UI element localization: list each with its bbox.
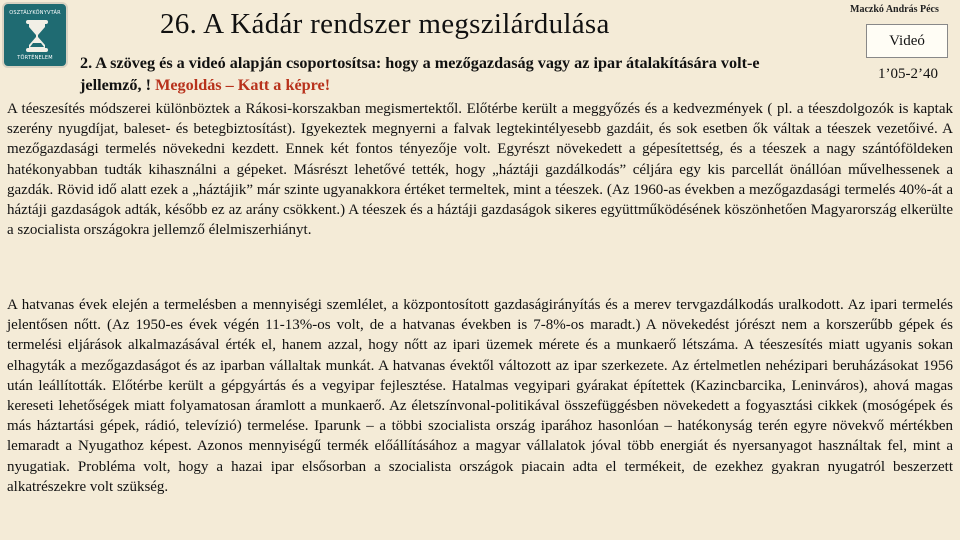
task-instruction [80, 52, 770, 96]
agriculture-paragraph: A téeszesítés módszerei különböztek a Rákosi-korszakban megismertektől. Előtérbe került a meggyőzés és a kedvezmények ( pl. a téeszdolgozók is kaptak szerény nyugdíjat, baleset- és betegbiztosítást). Igyekeztek megnyerni a falvak legtekintélyesebb gazdáit, és sok esetben ők váltak a téeszek vezetőivé. A mezőgazdasági termelés növekedni kezdett. Ennek két fontos tényezője volt. Egyrészt növekedett a gépesítettség, és a téeszek a nagy szántóföldeken hatékonyabban tudták kihasználni a gépeket. Másrészt lehetővé tették, hogy „háztáji gazdálkodás” céljára egy kis parcellát önállóan művelhessenek a gazdák. Rövid idő alatt ezek a „háztájik” már szinte ugyanakkora értéket termeltek, mint a téeszek. (Az 1960-as években a mezőgazdasági termelés 40%-át a háztáji gazdaságok adták, később ez az arány csökkent.) A téeszek és a háztáji gazdaságok sikeres együttműködésének köszönhetően Magyarország elkerülte a szocialista országokra jellemző élelmiszerhiányt. [7, 101, 953, 239]
video-button[interactable]: Videó [866, 24, 948, 58]
author-name: Maczkó András Pécs [850, 4, 939, 15]
task-text: 2. A szöveg és a videó alapján csoportosítsa: hogy a mezőgazdaság vagy az ipar átalakítására volt-e jellemző, ! [80, 54, 760, 94]
video-timecode: 1’05-2’40 [878, 66, 938, 82]
solution-link[interactable]: Megoldás – Katt a képre! [155, 76, 331, 94]
library-logo [2, 2, 68, 68]
industry-paragraph: A hatvanas évek elején a termelésben a mennyiségi szemlélet, a központosított gazdaságirányítás és a merev tervgazdálkodás uralkodott. Az ipari termelés jelentősen nőtt. (Az 1950-es évek végén 11-13%-os volt, de a hatvanas években is 7-8%-os maradt.) A növekedést jórészt nem a korszerűbb gépek és termelési eljárások alkalmazásával érték el, hanem azzal, hogy nőtt az ipari üzemek mérete és a munkaerő létszáma. A téeszesítés miatt ugyanis sokan elhagyták a mezőgazdaságot és az iparban vállaltak munkát. A hatvanas évektől változott az ipar szerkezete. Az értelmetlen nehézipari beruházásokat 1956 után leállították. Előtérbe került a gépgyártás és a vegyipar fejlesztése. Hatalmas vegyipari gyárakat építettek (Kazincbarcika, Leninváros), ahová magas kereseti lehetőségek miatt folyamatosan áramlott a munkaerő. Az életszínvonal-politikával összefüggésben növekedett a fogyasztási cikkek (mosógépek és más háztartási gépek, rádió, televízió) termelése. Iparunk – a többi szocialista ország iparához hasonlóan – hatékonyság terén egyre növekvő mértékben lemaradt a Nyugathoz képest. Azonos mennyiségű termék előállításához a magyar vállalatok jóval több energiát és nyersanyagot használtak fel, mint a nyugatiak. Probléma volt, hogy a hazai ipar elsősorban a szocialista országok piacain adta el termékeit, de ezekhez gyakran nyugatról beszerzett alkatrészekre volt szükség. [7, 297, 953, 495]
hourglass-icon [24, 19, 50, 53]
logo-bottom-text: TÖRTÉNELEM [17, 55, 53, 61]
page-title: 26. A Kádár rendszer megszilárdulása [160, 8, 610, 40]
logo-top-text: OSZTÁLYKÖNYVTÁR [9, 10, 61, 16]
